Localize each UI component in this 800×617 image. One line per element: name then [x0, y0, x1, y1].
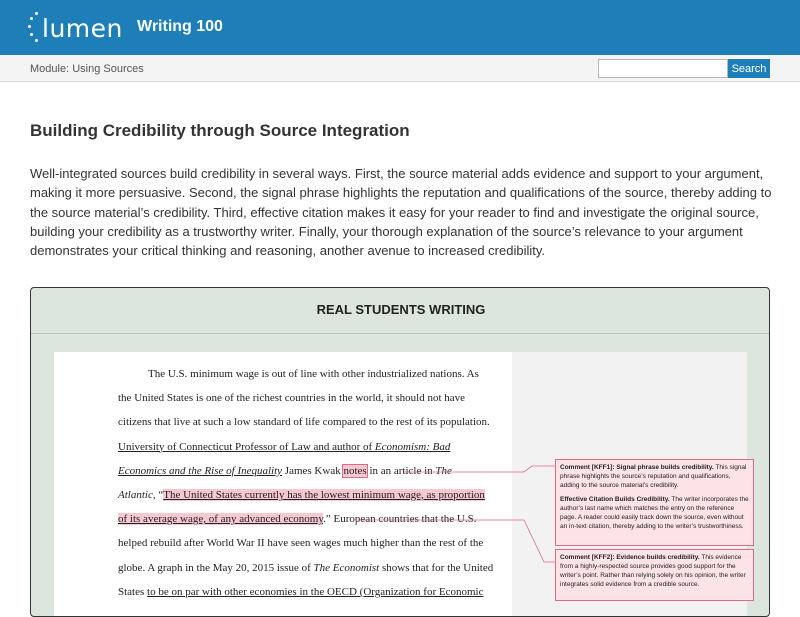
quote-highlight: of its average wage, of any advanced economy [118, 513, 324, 526]
essay-line: Economics and the Rise of Inequality James Kwak notes in an article in The [118, 464, 452, 477]
essay-line: University of Connecticut Professor of Law and author of Economism: Bad [118, 440, 451, 453]
essay-line: the United States is one of the richest countries in the world, it should not have [118, 392, 466, 405]
logo-dots-icon [28, 12, 42, 44]
search-button[interactable]: Search [728, 59, 770, 78]
signal-phrase: University of Connecticut Professor of Law and author of [118, 440, 375, 453]
comment-kff1[interactable]: Comment [KFF1]: Signal phrase builds credibility. This signal phrase highlights the source’s reputation and qualifications, adding to the source material’s credibility. Effective Citation Builds Credibility. The writer incorporates the author’s last name which matches the entry on the reference page. A reader could easily track down the source, even without an in-text citation, thereby adding to the writer’s trustworthiness. [555, 459, 754, 546]
essay-line: helped rebuild after World War II have seen wages much higher than the rest of the [118, 537, 484, 550]
top-header-bar [0, 0, 800, 55]
page-title: Building Credibility through Source Integration [30, 121, 410, 140]
comment-kff2[interactable]: Comment [KFF2]: Evidence builds credibility. This evidence from a highly-respected source provides good support for the writer’s point. Rather than relying solely on his opinion, the writer integrates solid evidence from a credible source. [555, 549, 754, 601]
lumen-logo[interactable] [28, 12, 123, 44]
module-bar [0, 55, 800, 82]
logo-text: lumen [42, 14, 123, 43]
notes-highlight: notes [343, 464, 367, 477]
essay-line: globe. A graph in the May 20, 2015 issue of The Economist shows that for the United [118, 561, 494, 574]
real-students-writing-box [30, 287, 770, 617]
search-input[interactable] [598, 59, 728, 78]
quote-highlight: The United States currently has the lowest minimum wage, as proportion [163, 488, 485, 501]
essay-text [118, 362, 518, 604]
intro-paragraph: Well-integrated sources build credibility in several ways. First, the source material adds evidence and support to your argument, making it more persuasive. Second, the signal phrase highlights the reputation and qualifications of the source, thereby adding to the source material’s credibility. Third, effective citation makes it easy for your reader to find and investigate the original source, building your credibility as a trustworthy writer. Finally, your thorough explanation of the source’s relevance to your argument demonstrates your critical thinking and reasoning, another avenue to increased credibility. [30, 166, 772, 259]
course-title[interactable]: Writing 100 [137, 18, 223, 35]
essay-line: citizens that live at such a low standard of life compared to the rest of its population. [118, 416, 490, 429]
essay-line: Atlantic, “The United States currently has the lowest minimum wage, as proportion [118, 488, 485, 501]
essay-line: States to be on par with other economies in the OECD (Organization for Economic [118, 585, 484, 598]
breadcrumb-module[interactable]: Module: Using Sources [30, 63, 144, 75]
box-header: REAL STUDENTS WRITING [31, 288, 770, 334]
essay-line: The U.S. minimum wage is out of line with other industrialized nations. As [148, 368, 479, 380]
essay-document-image [54, 352, 747, 617]
essay-line: of its average wage, of any advanced economy.” European countries that the U.S. [118, 513, 477, 526]
